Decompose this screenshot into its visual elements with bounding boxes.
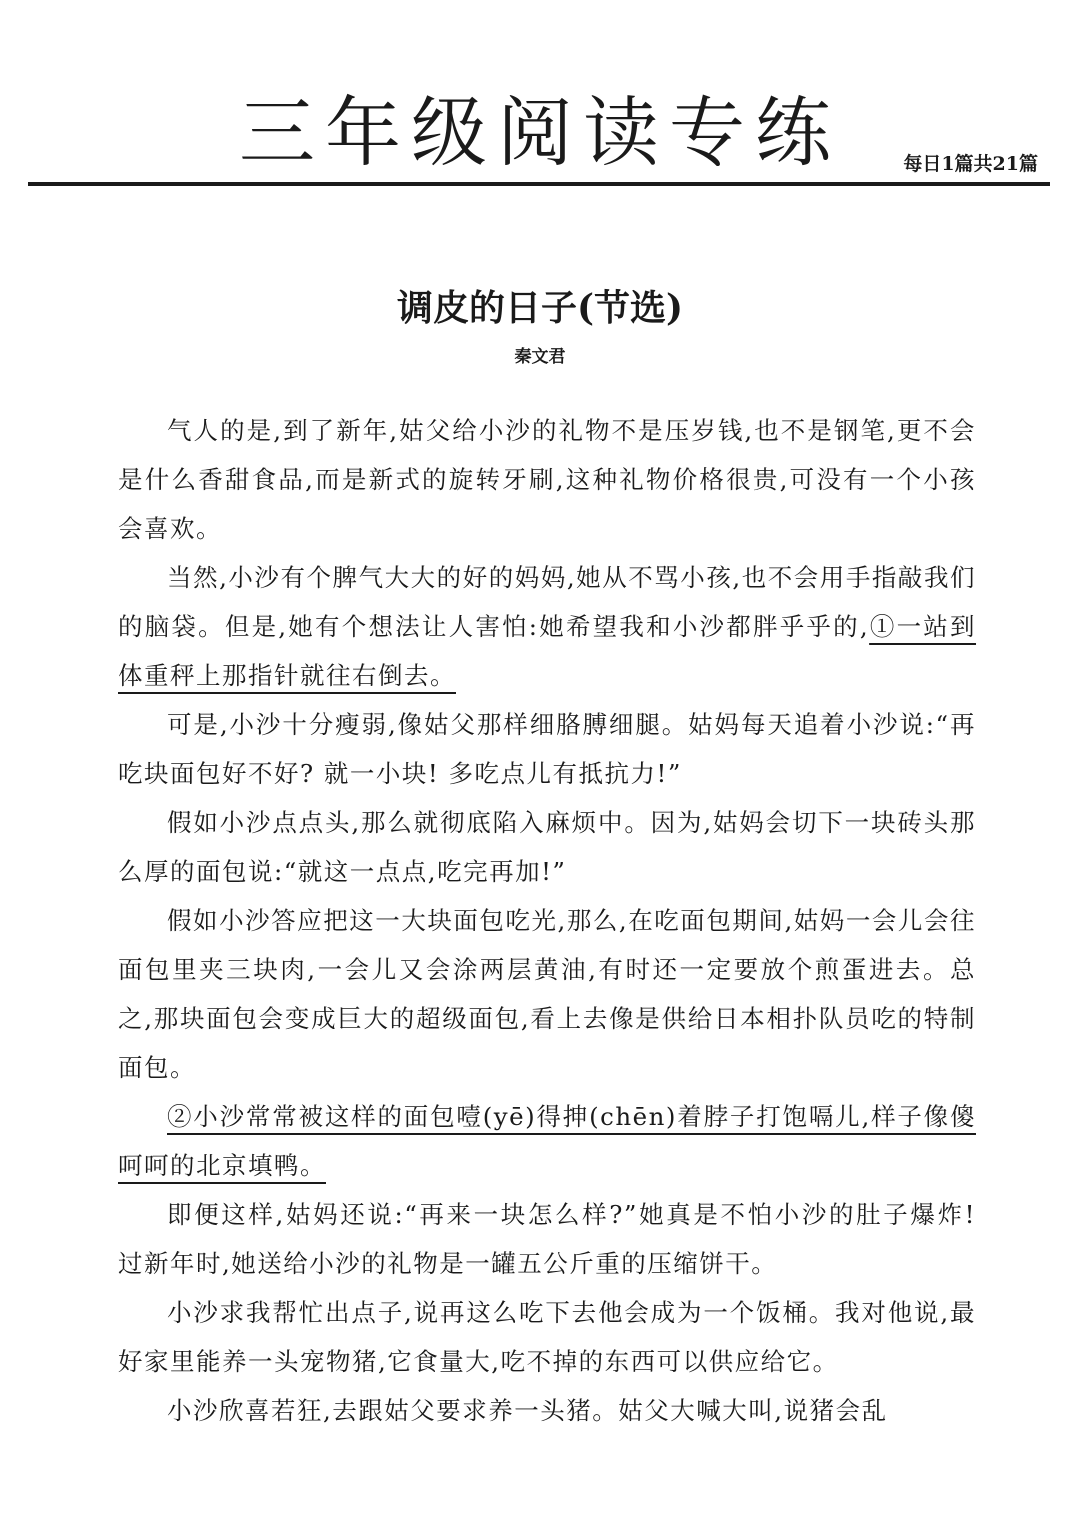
header-divider	[28, 182, 1050, 186]
paragraph-6	[118, 1092, 976, 1190]
paragraph-3: 可是,小沙十分瘦弱,像姑父那样细胳膊细腿。姑妈每天追着小沙说:“再吃块面包好不好? 就一小块! 多吃点儿有抵抗力!”	[118, 710, 976, 788]
article-body	[118, 406, 976, 1435]
paragraph-2-text: 当然,小沙有个脾气大大的好的妈妈,她从不骂小孩,也不会用手指敲我们的脑袋。但是,她有个想法让人害怕:她希望我和小沙都胖乎乎的,	[118, 563, 976, 641]
page-header-title: 三年级阅读专练	[239, 88, 841, 177]
paragraph-2	[118, 553, 976, 700]
underlined-sentence-2: ②小沙常常被这样的面包噎(yē)得抻(chēn)着脖子打饱嗝儿,样子像傻呵呵的北京填鸭。	[118, 1102, 976, 1180]
paragraph-1: 气人的是,到了新年,姑父给小沙的礼物不是压岁钱,也不是钢笔,更不会是什么香甜食品,而是新式的旋转牙刷,这种礼物价格很贵,可没有一个小孩会喜欢。	[118, 416, 976, 543]
article-title: 调皮的日子(节选)	[396, 287, 684, 329]
paragraph-4: 假如小沙点点头,那么就彻底陷入麻烦中。因为,姑妈会切下一块砖头那么厚的面包说:“就这一点点,吃完再加!”	[118, 808, 976, 886]
paragraph-8: 小沙求我帮忙出点子,说再这么吃下去他会成为一个饭桶。我对他说,最好家里能养一头宠物猪,它食量大,吃不掉的东西可以供应给它。	[118, 1298, 976, 1376]
paragraph-7: 即便这样,姑妈还说:“再来一块怎么样?”她真是不怕小沙的肚子爆炸! 过新年时,她送给小沙的礼物是一罐五公斤重的压缩饼干。	[118, 1200, 976, 1278]
underlined-sentence-1: ①一站到体重秤上那指针就往右倒去。	[118, 612, 977, 690]
series-note: 每日1篇共21篇	[903, 153, 1038, 175]
article-author: 秦文君	[514, 347, 566, 367]
paragraph-9: 小沙欣喜若狂,去跟姑父要求养一头猪。姑父大喊大叫,说猪会乱	[167, 1396, 888, 1425]
paragraph-5: 假如小沙答应把这一大块面包吃光,那么,在吃面包期间,姑妈一会儿会往面包里夹三块肉,一会儿又会涂两层黄油,有时还一定要放个煎蛋进去。总之,那块面包会变成巨大的超级面包,看上去像是供给日本相扑队员吃的特制面包。	[118, 906, 976, 1082]
